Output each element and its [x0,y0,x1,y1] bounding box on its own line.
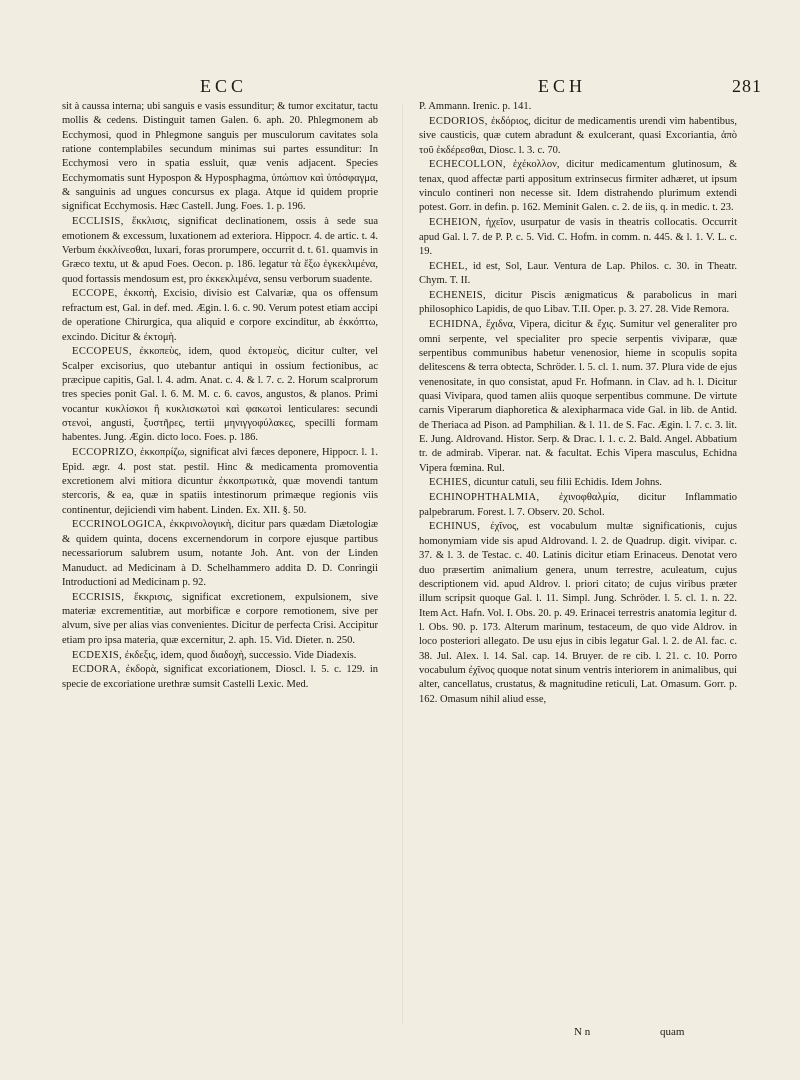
entry-text: id est, Sol, Laur. Ventura de Lap. Philos. c. 30. in Theatr. Chym. T. II. [419,260,737,287]
headword: ECDORIOS, [429,115,488,127]
signature-mark: N n [574,1026,591,1038]
running-head-right: ECH [538,76,586,96]
entry-text: dicitur Piscis ænigmaticus & parabolicus in mari philosophico Lapidis, de quo Libav. T.II. Oper. p. 3. 27. 28. Vide Remora. [419,289,737,316]
headword: ECDEXIS, [72,649,123,661]
right-column-entry [419,100,737,114]
page-number: 281 [732,76,762,96]
entry-text: ἔκκρισις, significat excretionem, expulsionem, sive materiæ excrementitiæ, aut morbificæ e corpore remotionem, sive per alvum, sive per alias vias convenientes. Dicitur de perfecta Crisi. Accipitur etiam pro ipsa materia, quæ excernitur, 2. aph. 15. Vid. Dieter. n. 250. [62,591,379,646]
entry-text: ἐκδεξις, idem, quod διαδοχὴ, successio. Vide Diadexis. [124,649,357,661]
left-column-entry [62,215,378,287]
entry-text: ἠχεῖον, usurpatur de vasis in theatris collocatis. Occurrit apud Gal. l. 7. de P. P. c. 5. Vid. C. Hofm. in comm. n. 445. & l. 1. V. L. c. 19. [419,217,737,257]
left-column-entry [62,591,378,648]
left-column-entry [62,100,378,215]
right-column-entry [419,520,737,706]
headword: ECHENEIS, [429,289,486,301]
right-column-entry [419,289,737,318]
running-head-left: ECC [200,76,248,96]
right-column-entry [419,115,737,158]
entry-text: ἐκκοπρίζω, significat alvi fæces deponere, Hippocr. l. 1. Epid. ægr. 4. post stat. pestil. Hinc & medicamenta promoventia excretionem alvi mitiora dicuntur ἐκκοπρωτικὰ, quæ movendi tantum stercoris, & ea, quæ in spatiis intestinorum primæque regionis viis continentur, dejiciendi vim habent. Linden. Ex. XII. §. 50. [62,447,379,516]
column-gutter [402,104,403,1024]
entry-text: ἐκδορὰ, significat excoriationem, Dioscl. l. 5. c. 129. in specie de excoriatione urethræ sumsit Castelli Lexic. Med. [62,664,379,690]
entry-text: ἐκκοπεὺς, idem, quod ἐκτομεὺς, dicitur culter, vel Scalper excisorius, quo utebantur antiqui in ossium fectionibus, ac præcipue capitis, Gal. l. 4. adm. Anat. c. 4. & l. 7. c. 2. Horum scalprorum tres species ponit Gal. l. 6. M. M. c. 6. cavos, angustos, & planos. Primi vocantur κυκλίσκοι ἢ κυκλισκωτοὶ καὶ φακωτοὶ lenticulares: secundi στενοὶ, angusti, ξυστῆρες, tertii μηνιγγοφύλακες, specilli formam habentes. Jung. Ægin. dicto loco. Foes. p. 186. [62,346,379,444]
entry-text: ἔχιδνα, Vipera, dicitur & ἔχις. Sumitur vel generaliter pro omni serpente, vel specialiter pro specie serpentis viviparæ, quæ serpentibus communibus habetur venenosior, hieme in scopulis sopita delitescens & terra obtecta, Schröder. l. 5. cl. 1. num. 37. Plura vide de ejus venenositate, in quo consistat, apud Fr. Hofmann. in Clav. ad h. l. Dicitur quasi Vivipara, quod tamen aliis quoque serpentibus commune. De virtute carnis Viperarum diaphoretica & alexipharmaca vide Gal. in lib. de Antid. de Theriaca ad Pison. ad Pamphilian. & l. 11. de S. Fac. Ægin. l. 7. c. 3. lit. E. Jung. Aldrovand. Histor. Serp. & Drac. l. 1. c. 2. Bald. Angel. Abbatium tr. de admirab. Viperar. nat. & facultat. Echis Vipera masculus, Echidna Vipera fœmina. Rul. [419,319,737,474]
entry-text: ἐκκοπὴ, Excisio, divisio est Calvariæ, qua os offensum refractum est, Gal. in def. med. Ægin. l. 6. c. 90. Verum potest etiam accipi de operatione Chirurgica, qua aliquid e corpore excinditur, ab ἐκκόπτω, excindo. Dicitur & ἐκτομὴ. [62,288,379,343]
entry-text: ἔκκλισις, significat declinationem, ossis à sede sua emotionem & excessum, luxationem ad exteriora. Hippocr. 4. de artic. t. 4. Verbum ἐκκλίνεσθαι, luxari, foras prorumpere, occurrit d. t. 61. quamvis in Græco textu, ut & apud Foes. Oecon. p. 186. legatur τὰ ἔξω ἐγκεκλιμένα, quod fortassis mendosum est, pro ἐκκεκλιμένα, sensu verborum suadente. [62,216,378,285]
right-column-entry [419,476,737,490]
headword: ECCRINOLOGICA, [72,519,166,531]
left-column-entry [62,663,378,692]
left-column-entry [62,518,378,590]
right-column-entry [419,158,737,215]
headword: ECCLISIS, [72,216,124,228]
headword: ECHIDNA, [429,319,483,331]
headword: ECHINOPHTHALMIA, [429,492,540,504]
headword: ECHEION, [429,217,481,229]
entry-text: P. Ammann. Irenic. p. 141. [419,101,532,112]
entry-text: dicuntur catuli, seu filii Echidis. Idem Johns. [473,477,662,489]
right-column-entry [419,260,737,289]
headword: ECHINUS, [429,521,481,533]
entry-text: sit à caussa interna; ubi sanguis e vasis essunditur; & tumor excitatur, tactu mollis & cedens. Distinguit tamen Galen. 6. aph. 20. Phlegmonem ab Ecchymosi, quod in Phlegmone sanguis per musculorum cavitates sola ratione contemplabiles secundum minimas sui partes essunditur: In Ecchymosi vero in spatia essluit, quæ venis adjacent. Species Ecchymomatis sunt Hypospon & Hyposphagma, ὑπώπιον καὶ ὑπόσφαγμα, & sanguinis ad ungues concursus ex plaga. Atque id quidem proprie significat Ecchymosis. Hæc Castell. Jung. Foes. 1. p. 196. [62,101,378,213]
headword: ECHEL, [429,260,468,272]
entry-text: ἐχινοφθαλμία, dicitur Inflammatio palpebrarum. Forest. l. 7. Observ. 20. Schol. [419,492,738,518]
entry-text: ἐχέκολλον, dicitur medicamentum glutinosum, & tenax, quod affectæ parti appositum extrinsecus firmiter adhæret, ut ipsum vinculo contineri non necesse sit. Idem distrahendo plurimum extendi potest. Gorr. in defin. p. 162. Meminit Galen. c. 2. de iis, q. in medic. t. 23. [419,159,738,214]
left-column-entry [62,649,378,663]
right-column-entry [419,491,737,520]
catchword: quam [660,1026,685,1038]
headword: ECCOPE, [72,288,118,300]
left-column-entry [62,345,378,445]
entry-text: ἐκκρινολογικὴ, dicitur pars quædam Diætologiæ & quidem quinta, docens excernendorum in corpore ejusque partibus necessariorum salubrem usum, notante Joh. Ant. von der Linden Manuduct. ad Medicinam à D. Schelhammero addita D. D. Conringii Introductioni ad Medicinam p. 92. [62,519,378,588]
headword: ECCOPRIZO, [72,447,137,459]
headword: ECCOPEUS, [72,346,132,358]
right-column [419,100,737,707]
left-column-entry [62,287,378,344]
right-column-entry [419,318,737,476]
left-column [62,100,378,693]
headword: ECCRISIS, [72,591,125,603]
left-column-entry [62,446,378,518]
headword: ECHECOLLON, [429,159,507,171]
right-column-entry [419,216,737,259]
running-head [0,76,800,100]
headword: ECDORA, [72,664,121,676]
entry-text: ἐκδόριος, dicitur de medicamentis urendi vim habentibus, sive causticis, quæ cutem abradunt & exulcerant, quasi Excoriantia, ἀπὸ τοῦ ἐκδέρεσθαι, Diosc. l. 3. c. 70. [419,115,737,156]
entry-text: ἐχῖνος, est vocabulum multæ significationis, cujus homonymiam vide sis apud Aldrovand. l. 2. de Quadrup. digit. vivipar. c. 37. & l. 3. de Testac. c. 40. Latinis dicitur etiam Erinaceus. Denotat vero duo præsertim animalium genera, unum terrestre, aculeatum, cujus descriptionem vid. apud Aldrov. l. priori citato; de cujus viribus præter illum scripsit quoque Gal. l. 11. Simpl. Jung. Schröder. l. 5. cl. 1. n. 22. Item Act. Hafn. Vol. I. Obs. 20. p. 49. Erinacei terrestris anatomia legitur d. l. Obs. 90. p. 173. Alterum marinum, testaceum, de quo vide Aldrov. in loco posteriori allegato. De usu ejus in cibis legatur Gal. l. 2. de Al. fac. c. 38. Jul. Alex. l. 14. Sal. cap. 14. Bruyer. de re cib. l. 21. c. 10. Porro vocabulum ἐχῖνος quoque notat sinum ventris interiorem in animalibus, qui alter, cancellatus, crustatus, & magnitudine reticuli, Lat. Omasum. Gorr. p. 162. Omasum nihil aliud esse, [419,521,738,705]
headword: ECHIES, [429,477,472,489]
